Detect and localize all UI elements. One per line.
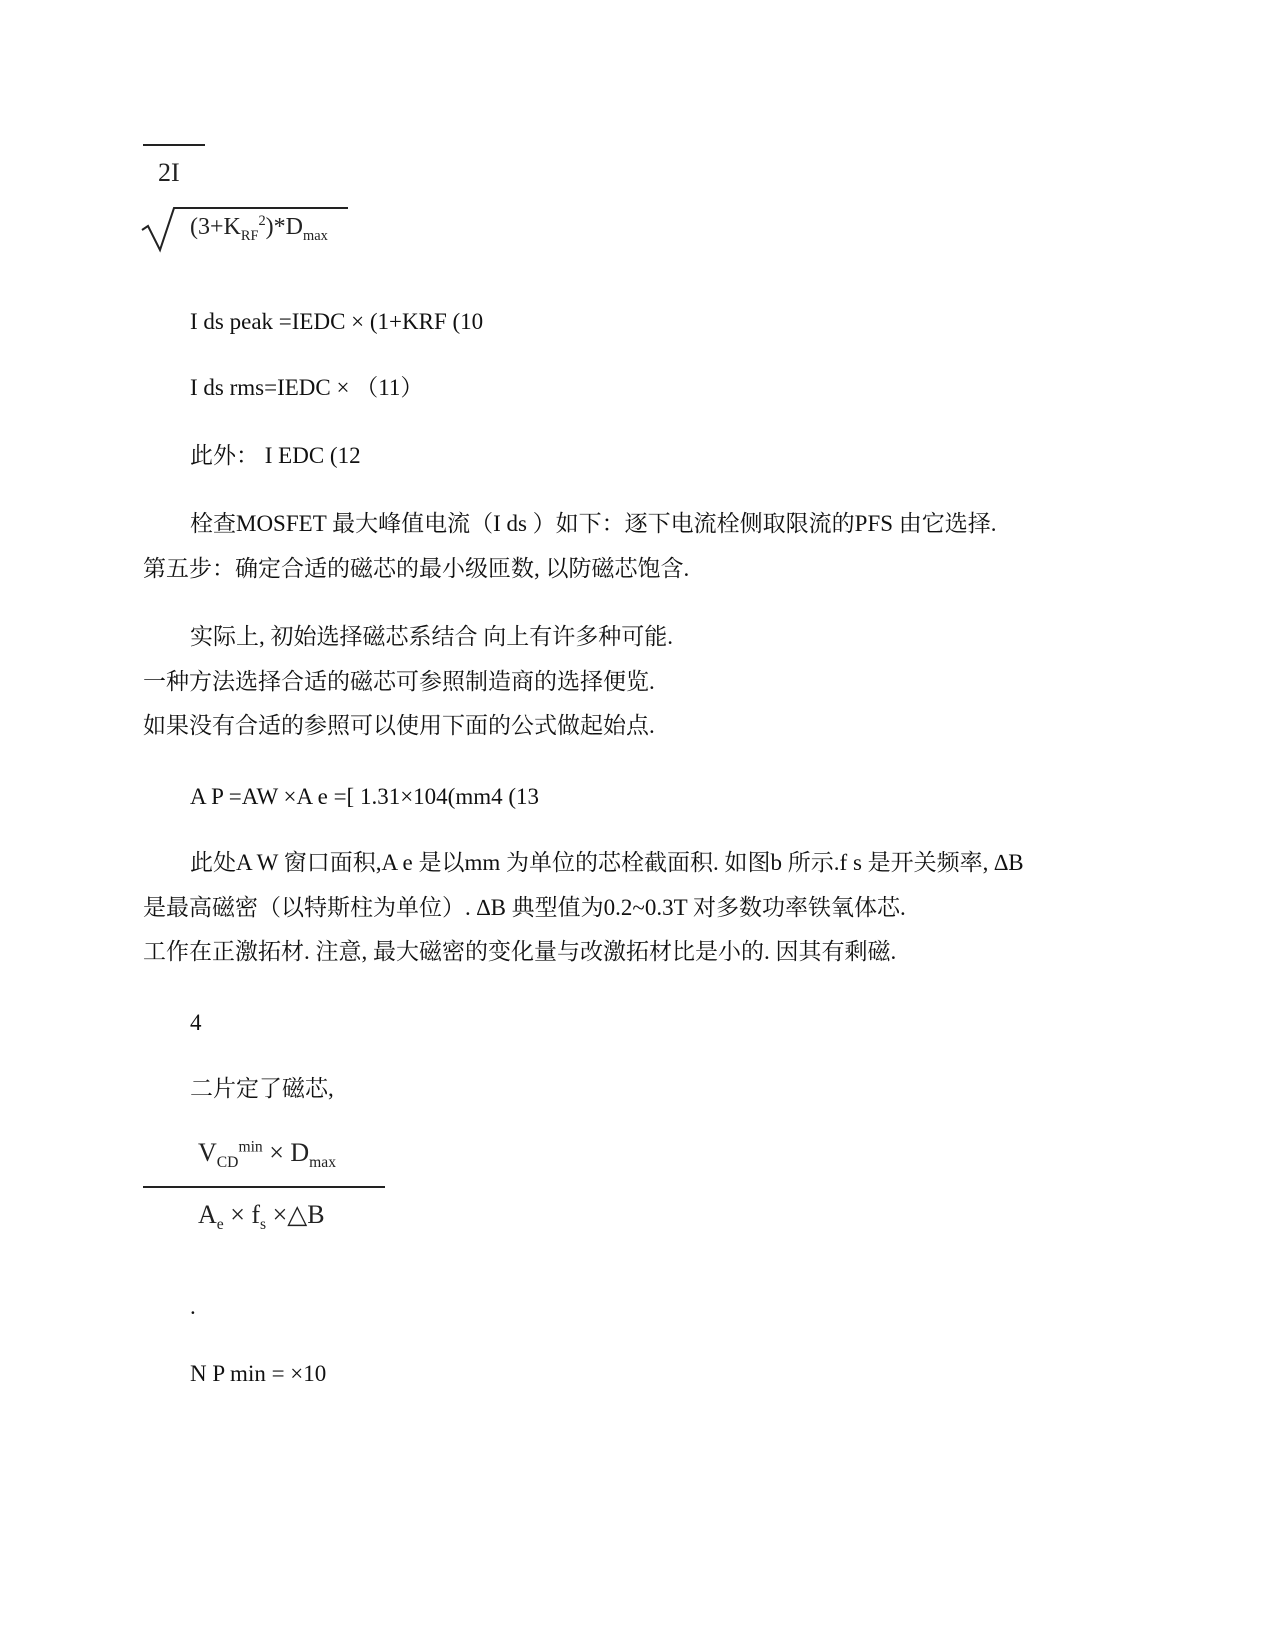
num-sup-min: min — [238, 1138, 263, 1156]
sqrt-sub-rf: RF — [240, 227, 259, 241]
number-4: 4 — [190, 1010, 202, 1035]
den-sub-e: e — [216, 1216, 224, 1234]
sqrt-sub-max: max — [303, 227, 328, 241]
equation-11: I ds rms=IEDC × （11） — [190, 375, 424, 400]
fraction-numerator — [198, 1138, 337, 1172]
paragraph-1-line-2: 第五步：确定合适的磁芯的最小级匝数, 以防磁芯饱含. — [143, 556, 690, 581]
equation-10: I ds peak =IEDC × (1+KRF (10 — [190, 309, 484, 334]
paragraph-2-line-2: 一种方法选择合适的磁芯可参照制造商的选择便览. — [143, 669, 655, 694]
paragraph-2-line-3: 如果没有合适的参照可以使用下面的公式做起始点. — [143, 713, 655, 738]
fraction-bar-top — [143, 144, 205, 146]
paragraph-3-line-1: 此处A W 窗口面积,A e 是以mm 为单位的芯栓截面积. 如图b 所示.f s 是开关频率, ∆B — [190, 850, 1024, 875]
den-times-f: × f — [223, 1200, 261, 1229]
den-sub-s: s — [260, 1216, 267, 1234]
np-min-equation: N P min = ×10 — [190, 1361, 327, 1386]
sqrt-expression — [190, 214, 346, 241]
num-v: V — [198, 1138, 217, 1167]
equation-13: A P =AW ×A e =[ 1.31×104(mm4 (13 — [190, 784, 540, 809]
numerator-2i: 2I — [158, 158, 180, 187]
equation-12: 此外： I EDC (12 — [190, 443, 361, 468]
fraction-denominator — [198, 1200, 325, 1234]
paragraph-2-line-1: 实际上, 初始选择磁芯系结合 向上有许多种可能. — [190, 624, 673, 649]
sqrt-close: )*D — [265, 214, 303, 240]
num-times-d: × D — [262, 1138, 310, 1167]
dot-mark: . — [190, 1294, 196, 1319]
paragraph-3-line-2: 是最高磁密（以特斯柱为单位）. ∆B 典型值为0.2~0.3T 对多数功率铁氧体芯. — [143, 895, 906, 920]
den-a: A — [198, 1200, 217, 1229]
paragraph-4: 二片定了磁芯, — [190, 1076, 334, 1101]
den-tail: ×△B — [266, 1200, 325, 1229]
paragraph-1-line-1: 栓查MOSFET 最大峰值电流（I ds ）如下：逐下电流栓侧取限流的PFS 由它选择. — [190, 511, 997, 536]
num-sub-cd: CD — [216, 1154, 239, 1172]
paragraph-3-line-3: 工作在正激拓材. 注意, 最大磁密的变化量与改激拓材比是小的. 因其有剩磁. — [143, 939, 897, 964]
fraction-bar-np — [143, 1186, 385, 1188]
num-sub-max: max — [309, 1154, 337, 1172]
sqrt-open: (3+K — [190, 214, 241, 240]
sqrt-sup-2: 2 — [258, 214, 266, 229]
